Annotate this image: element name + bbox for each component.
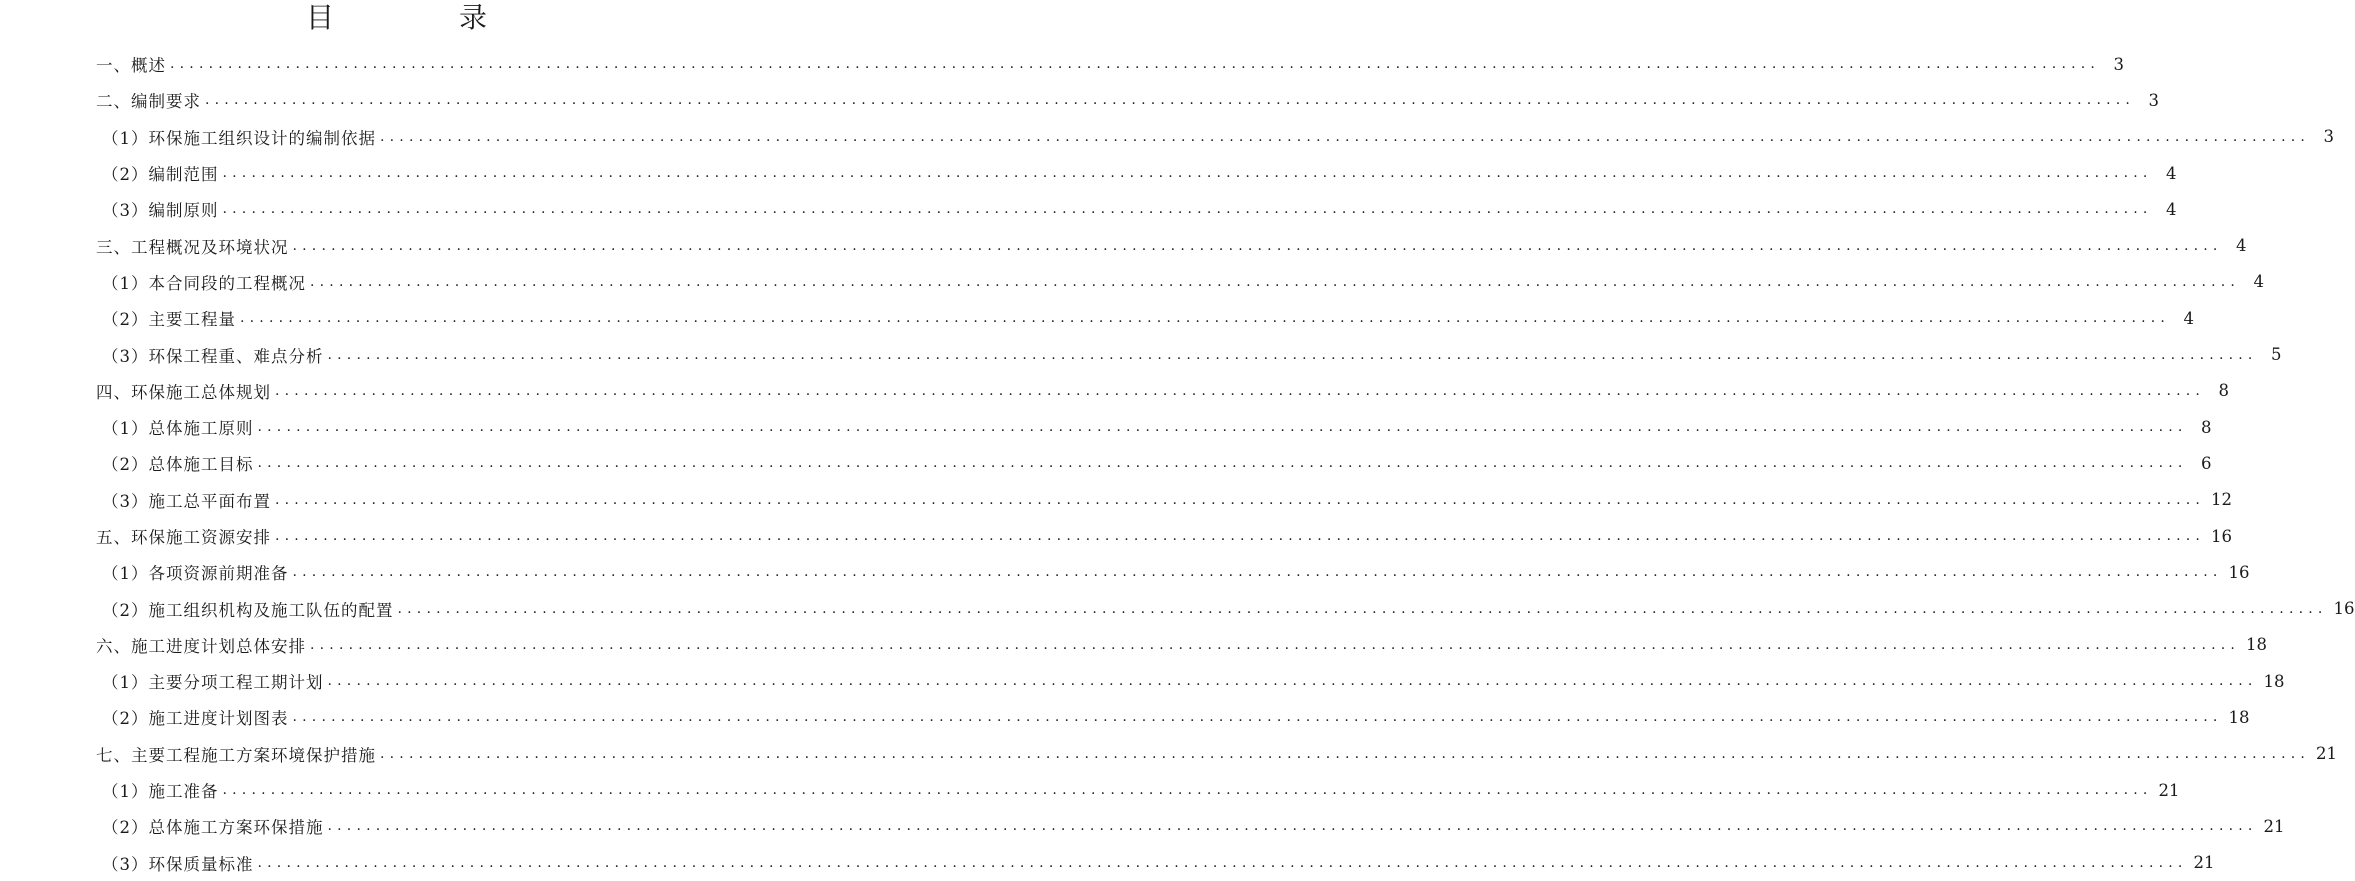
- toc-dot-leader: ........................................................................................................................................................................................................: [327, 673, 2258, 690]
- toc-page-number: 18: [2228, 707, 2250, 727]
- toc-page-number: 21: [2158, 780, 2180, 800]
- toc-page-number: 21: [2263, 816, 2285, 836]
- toc-entry-label: 六、施工进度计划总体安排: [96, 636, 306, 656]
- toc-entry-label: （2）总体施工方案环保措施: [102, 818, 324, 838]
- toc-page-number: 3: [2113, 54, 2125, 74]
- toc-entry[interactable]: [0, 373, 2230, 409]
- toc-entry[interactable]: [0, 264, 2265, 300]
- toc-page-number: 4: [2183, 308, 2195, 328]
- toc-entry-label: 七、主要工程施工方案环境保护措施: [96, 745, 376, 765]
- toc-page-number: 12: [2211, 490, 2233, 510]
- toc-entry[interactable]: [0, 845, 2215, 881]
- toc-dot-leader: ........................................................................................................................................................................................................: [205, 92, 2136, 109]
- toc-entry-label: （1）主要分项工程工期计划: [102, 673, 324, 693]
- toc-entry-label: 一、概述: [96, 56, 166, 76]
- toc-dot-leader: ........................................................................................................................................................................................................: [275, 528, 2206, 544]
- toc-dot-leader: ........................................................................................................................................................................................................: [257, 455, 2188, 472]
- toc-dot-leader: ........................................................................................................................................................................................................: [275, 491, 2206, 508]
- toc-page-number: 8: [2201, 417, 2212, 437]
- toc-entry-label: （1）总体施工原则: [102, 419, 254, 439]
- toc-page-number: 16: [2211, 526, 2233, 546]
- toc-page-number: 4: [2166, 163, 2177, 183]
- toc-entry[interactable]: [0, 82, 2160, 118]
- toc-entry[interactable]: [0, 445, 2212, 481]
- toc-entry-label: （2）施工组织机构及施工队伍的配置: [102, 600, 394, 620]
- toc-entry[interactable]: [0, 554, 2250, 590]
- toc-page-number: 4: [2253, 272, 2265, 292]
- toc-dot-leader: ........................................................................................................................................................................................................: [380, 745, 2311, 762]
- toc-entry[interactable]: [0, 627, 2268, 663]
- toc-page-number: 8: [2218, 381, 2230, 401]
- toc-entry-label: 四、环保施工总体规划: [96, 382, 271, 402]
- toc-page-number: 3: [2148, 90, 2160, 110]
- toc-entry[interactable]: [0, 119, 2335, 155]
- toc-dot-leader: ........................................................................................................................................................................................................: [257, 854, 2188, 871]
- toc-entry[interactable]: [0, 518, 2233, 554]
- toc-entry-label: 二、编制要求: [96, 92, 201, 112]
- toc-entry-label: 三、工程概况及环境状况: [96, 237, 289, 257]
- toc-page-number: 6: [2201, 453, 2212, 473]
- toc-entry-label: （1）本合同段的工程概况: [102, 273, 306, 293]
- toc-entry[interactable]: [0, 482, 2233, 518]
- toc-page-number: 16: [2333, 599, 2355, 619]
- toc-dot-leader: ........................................................................................................................................................................................................: [240, 310, 2171, 327]
- toc-dot-leader: ........................................................................................................................................................................................................: [327, 818, 2258, 835]
- toc-entry[interactable]: [0, 46, 2125, 82]
- toc-entry-label: （1）环保施工组织设计的编制依据: [102, 128, 376, 148]
- toc-entry[interactable]: [0, 409, 2212, 445]
- toc-dot-leader: ........................................................................................................................................................................................................: [310, 273, 2241, 290]
- toc-entry-label: （3）编制原则: [102, 201, 219, 221]
- toc-entry[interactable]: [0, 772, 2180, 808]
- toc-entry[interactable]: [0, 155, 2177, 191]
- toc-dot-leader: ........................................................................................................................................................................................................: [380, 128, 2311, 145]
- toc-entry-label: （3）环保质量标准: [102, 854, 254, 874]
- toc-dot-leader: ........................................................................................................................................................................................................: [292, 564, 2223, 581]
- toc-dot-leader: ........................................................................................................................................................................................................: [222, 165, 2153, 182]
- toc-entry[interactable]: [0, 227, 2247, 263]
- toc-entry-label: （2）施工进度计划图表: [102, 709, 289, 729]
- toc-entry-label: 五、环保施工资源安排: [96, 528, 271, 547]
- toc-page-number: 18: [2263, 671, 2285, 691]
- toc-entry-label: （2）主要工程量: [102, 310, 236, 330]
- toc-entry-label: （2）编制范围: [102, 165, 219, 185]
- toc-dot-leader: ........................................................................................................................................................................................................: [327, 346, 2258, 363]
- toc-entry-label: （3）环保工程重、难点分析: [102, 346, 324, 366]
- toc-entry[interactable]: [0, 191, 2177, 227]
- toc-entry-label: （2）总体施工目标: [102, 455, 254, 475]
- toc-dot-leader: ........................................................................................................................................................................................................: [292, 709, 2223, 726]
- toc-title: 目 录: [306, 1, 545, 34]
- toc-entry[interactable]: [0, 336, 2282, 372]
- toc-page-number: 3: [2323, 127, 2335, 147]
- toc-dot-leader: ........................................................................................................................................................................................................: [170, 56, 2101, 73]
- toc-entry-label: （1）各项资源前期准备: [102, 564, 289, 584]
- toc-page-number: 4: [2166, 199, 2177, 219]
- toc-entry[interactable]: [0, 808, 2285, 844]
- toc-page-number: 21: [2316, 744, 2338, 764]
- toc-page-number: 18: [2246, 635, 2268, 655]
- toc-dot-leader: ........................................................................................................................................................................................................: [257, 419, 2188, 436]
- toc-dot-leader: ........................................................................................................................................................................................................: [222, 201, 2153, 218]
- toc-dot-leader: ........................................................................................................................................................................................................: [397, 600, 2328, 617]
- toc-dot-leader: ........................................................................................................................................................................................................: [292, 237, 2223, 254]
- toc-entry[interactable]: [0, 300, 2195, 336]
- toc-entry[interactable]: [0, 699, 2250, 735]
- toc-entry[interactable]: [0, 590, 2355, 626]
- toc-page-number: 4: [2236, 236, 2247, 256]
- toc-dot-leader: ........................................................................................................................................................................................................: [275, 382, 2206, 399]
- toc-entry-label: （3）施工总平面布置: [102, 491, 271, 511]
- toc-page-number: 16: [2228, 562, 2250, 582]
- toc-dot-leader: ........................................................................................................................................................................................................: [222, 782, 2153, 799]
- toc-page-number: 5: [2271, 345, 2282, 365]
- toc-entry[interactable]: [0, 736, 2338, 772]
- toc-entry-label: （1）施工准备: [102, 782, 219, 802]
- table-of-contents: [0, 46, 2355, 881]
- toc-page-number: 21: [2193, 853, 2215, 873]
- toc-dot-leader: ........................................................................................................................................................................................................: [310, 636, 2241, 653]
- toc-entry[interactable]: [0, 663, 2285, 699]
